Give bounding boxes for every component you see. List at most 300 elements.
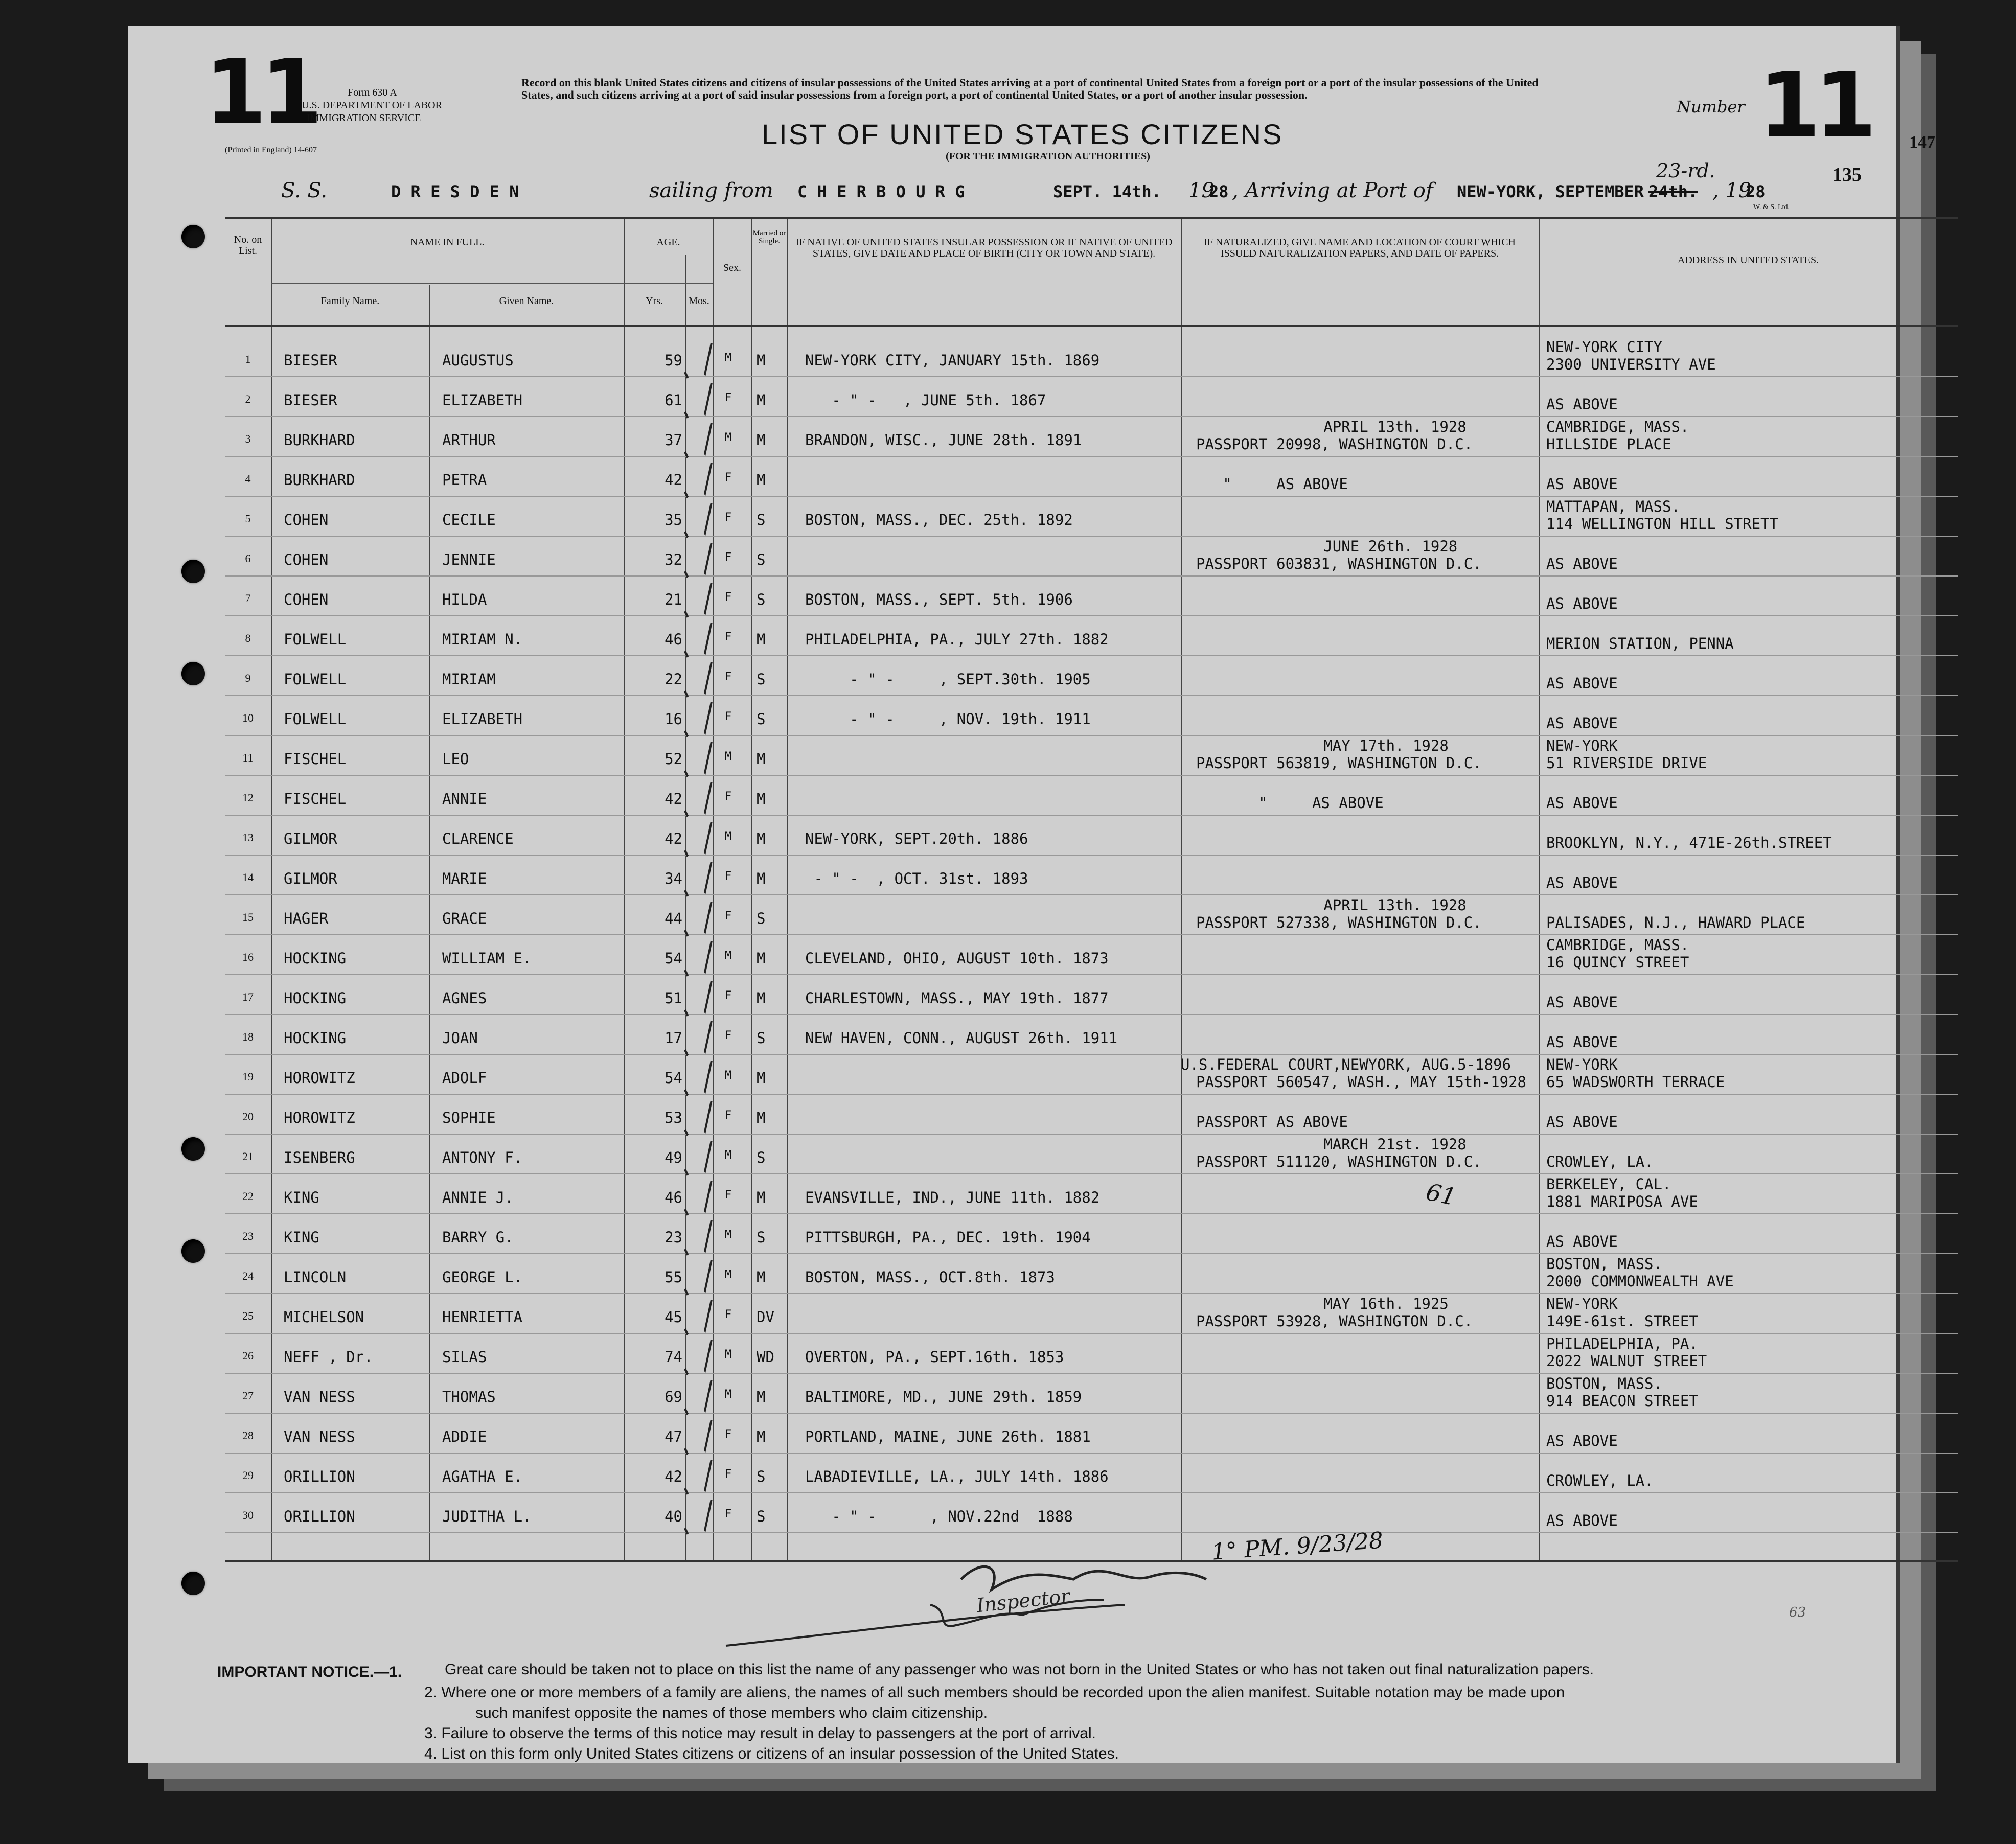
birth-info: NEW-YORK CITY, JANUARY 15th. 1869 <box>805 352 1100 369</box>
check-mark <box>684 981 713 1014</box>
sex: F <box>725 1029 732 1042</box>
address-line-2: AS ABOVE <box>1546 794 1618 812</box>
sex: M <box>725 1348 732 1361</box>
given-name: WILLIAM E. <box>442 950 532 967</box>
check-mark <box>684 623 713 655</box>
address-line-2: 914 BEACON STREET <box>1546 1392 1698 1410</box>
address-line-1: MATTAPAN, MASS. <box>1546 498 1680 515</box>
col-header-yrs: Yrs. <box>646 295 663 307</box>
naturalization-passport: PASSPORT 603831, WASHINGTON D.C. <box>1196 555 1482 572</box>
address-line-2: AS ABOVE <box>1546 675 1618 692</box>
col-header-no: No. on List. <box>234 234 262 257</box>
birth-info: LABADIEVILLE, LA., JULY 14th. 1886 <box>805 1468 1109 1485</box>
given-name: CLARENCE <box>442 830 514 847</box>
sex: M <box>725 1069 732 1082</box>
check-mark <box>684 1500 713 1532</box>
form-number: Form 630 A <box>348 87 397 98</box>
row-number: 1 <box>245 353 251 365</box>
time-stamp: 1° PM. 9/23/28 <box>1210 1527 1384 1565</box>
family-name: FOLWELL <box>284 671 347 688</box>
printer-mark: W. & S. Ltd. <box>1753 203 1790 211</box>
row-number: 2 <box>245 393 251 405</box>
ship-name: D R E S D E N <box>391 182 519 201</box>
table-row <box>225 497 1958 537</box>
check-mark <box>684 941 713 974</box>
marital-status: M <box>757 1269 766 1286</box>
birth-info: PORTLAND, MAINE, JUNE 26th. 1881 <box>805 1428 1091 1445</box>
naturalization-passport: PASSPORT 563819, WASHINGTON D.C. <box>1196 754 1482 772</box>
table-row <box>225 1294 1958 1334</box>
check-mark <box>684 1340 713 1373</box>
age-years: 37 <box>665 431 682 449</box>
address-line-2: AS ABOVE <box>1546 475 1618 493</box>
age-years: 32 <box>665 551 682 568</box>
row-number: 21 <box>242 1150 254 1163</box>
department: U.S. DEPARTMENT OF LABOR <box>302 100 442 111</box>
marital-status: S <box>757 671 766 688</box>
marital-status: M <box>757 1189 766 1206</box>
departure-year: 28 <box>1209 182 1229 201</box>
table-row <box>225 1374 1958 1414</box>
given-name: BARRY G. <box>442 1229 514 1246</box>
family-name: BURKHARD <box>284 471 355 489</box>
notice-item-2-cont: such manifest opposite the names of those members who claim citizenship. <box>475 1704 988 1721</box>
given-name: ELIZABETH <box>442 391 523 409</box>
address-line-2: AS ABOVE <box>1546 994 1618 1011</box>
table-row <box>225 1174 1958 1214</box>
address-line-2: 2000 COMMONWEALTH AVE <box>1546 1273 1734 1290</box>
marital-status: S <box>757 551 766 568</box>
table-row <box>225 1254 1958 1294</box>
family-name: FOLWELL <box>284 631 347 648</box>
marital-status: M <box>757 870 766 887</box>
family-name: FOLWELL <box>284 710 347 728</box>
number-label: Number <box>1677 97 1745 117</box>
manifest-page <box>128 26 1935 1763</box>
birth-info: - " - , SEPT.30th. 1905 <box>805 671 1091 688</box>
family-name: HOCKING <box>284 1029 347 1047</box>
sex: F <box>725 471 732 484</box>
check-mark <box>684 862 713 894</box>
check-mark <box>684 1181 713 1213</box>
year-prefix: , 19 <box>1712 179 1752 202</box>
row-number: 22 <box>242 1190 254 1203</box>
check-mark <box>684 423 713 456</box>
birth-info: - " - , OCT. 31st. 1893 <box>805 870 1028 887</box>
age-years: 42 <box>665 830 682 847</box>
sex: F <box>725 551 732 564</box>
age-years: 35 <box>665 511 682 528</box>
marital-status: M <box>757 391 766 409</box>
marital-status: M <box>757 1069 766 1087</box>
age-years: 46 <box>665 1189 682 1206</box>
age-years: 52 <box>665 750 682 768</box>
table-row <box>225 417 1958 457</box>
check-mark <box>684 822 713 855</box>
marital-status: M <box>757 989 766 1007</box>
address-line-2: AS ABOVE <box>1546 1512 1618 1529</box>
row-number: 25 <box>242 1309 254 1322</box>
given-name: JUDITHA L. <box>442 1508 532 1525</box>
marital-status: DV <box>757 1308 774 1326</box>
given-name: GEORGE L. <box>442 1269 523 1286</box>
table-row <box>225 1454 1958 1493</box>
table-row <box>225 457 1958 497</box>
col-header-birth: IF NATIVE OF UNITED STATES INSULAR POSSESSION OR IF NATIVE OF UNITED STATES, GIVE DATE AND PLACE OF BIRTH (CITY OR TOWN AND STATE). <box>795 237 1173 259</box>
col-header-sex: Sex. <box>723 262 741 273</box>
row-number: 16 <box>242 951 254 963</box>
check-mark <box>684 1460 713 1492</box>
table-row <box>225 696 1958 736</box>
age-years: 23 <box>665 1229 682 1246</box>
inspector-label: Inspector <box>975 1584 1071 1617</box>
age-years: 40 <box>665 1508 682 1525</box>
naturalization-date: APRIL 13th. 1928 <box>1181 896 1467 914</box>
row-number: 11 <box>242 751 254 764</box>
sex: F <box>725 1508 732 1520</box>
naturalization-passport: " AS ABOVE <box>1196 794 1384 812</box>
marital-status: S <box>757 1149 766 1166</box>
row-number: 24 <box>242 1270 254 1282</box>
row-number: 23 <box>242 1230 254 1242</box>
binder-hole <box>181 560 205 583</box>
address-line-2: AS ABOVE <box>1546 595 1618 612</box>
family-name: FISCHEL <box>284 750 347 768</box>
family-name: LINCOLN <box>284 1269 347 1286</box>
birth-info: PHILADELPHIA, PA., JULY 27th. 1882 <box>805 631 1109 648</box>
address-line-1: PHILADELPHIA, PA. <box>1546 1335 1698 1352</box>
address-line-2: 16 QUINCY STREET <box>1546 954 1689 971</box>
address-line-2: 2022 WALNUT STREET <box>1546 1352 1707 1370</box>
sex: M <box>725 431 732 444</box>
address-line-2: AS ABOVE <box>1546 1113 1618 1131</box>
address-line-2: AS ABOVE <box>1546 874 1618 891</box>
age-years: 34 <box>665 870 682 887</box>
check-mark <box>684 1220 713 1253</box>
naturalization-passport: PASSPORT 53928, WASHINGTON D.C. <box>1196 1312 1473 1330</box>
naturalization-date: JUNE 26th. 1928 <box>1181 538 1458 555</box>
marital-status: S <box>757 1029 766 1047</box>
marital-status: S <box>757 511 766 528</box>
given-name: ARTHUR <box>442 431 496 449</box>
address-line-2: AS ABOVE <box>1546 555 1618 572</box>
age-years: 44 <box>665 910 682 927</box>
binder-hole <box>181 1572 205 1595</box>
naturalization-passport: PASSPORT 560547, WASH., MAY 15th-1928 <box>1196 1073 1527 1091</box>
binder-hole <box>181 1137 205 1161</box>
binder-hole <box>181 225 205 248</box>
row-number: 13 <box>242 831 254 844</box>
notice-item-4: 4. List on this form only United States citizens or citizens of an insular possession of the United States. <box>424 1745 1119 1762</box>
col-header-given: Given Name. <box>499 295 554 307</box>
address-line-2: AS ABOVE <box>1546 396 1618 413</box>
family-name: HAGER <box>284 910 329 927</box>
given-name: HENRIETTA <box>442 1308 523 1326</box>
family-name: FISCHEL <box>284 790 347 808</box>
row-number: 15 <box>242 911 254 924</box>
row-number: 19 <box>242 1070 254 1083</box>
address-line-2: 51 RIVERSIDE DRIVE <box>1546 754 1707 772</box>
naturalization-date: U.S.FEDERAL COURT,NEWYORK, AUG.5-1896 <box>1181 1056 1511 1073</box>
sex: F <box>725 989 732 1002</box>
address-line-1: NEW-YORK <box>1546 737 1618 754</box>
marital-status: S <box>757 1468 766 1485</box>
given-name: GRACE <box>442 910 487 927</box>
birth-info: - " - , NOV. 19th. 1911 <box>805 710 1091 728</box>
check-mark <box>684 1061 713 1094</box>
row-number: 6 <box>245 552 251 565</box>
family-name: KING <box>284 1189 319 1206</box>
marital-status: M <box>757 352 766 369</box>
binder-hole <box>181 1239 205 1263</box>
service: IMMIGRATION SERVICE <box>307 112 421 124</box>
address-line-1: NEW-YORK <box>1546 1295 1618 1312</box>
check-mark <box>684 1260 713 1293</box>
arrival-day: 23-rd. <box>1656 159 1715 182</box>
sex: F <box>725 910 732 923</box>
age-years: 74 <box>665 1348 682 1366</box>
given-name: SILAS <box>442 1348 487 1366</box>
age-years: 46 <box>665 631 682 648</box>
family-name: ORILLION <box>284 1468 355 1485</box>
table-row <box>225 1334 1958 1374</box>
naturalization-passport: " AS ABOVE <box>1196 475 1348 493</box>
marital-status: M <box>757 431 766 449</box>
row-number: 3 <box>245 432 251 445</box>
birth-info: BOSTON, MASS., SEPT. 5th. 1906 <box>805 591 1073 608</box>
family-name: KING <box>284 1229 319 1246</box>
col-header-mos: Mos. <box>689 295 709 307</box>
record-note: Record on this blank United States citizens and citizens of insular possessions of the United States arriving at a port of continental United States from a foreign port or a port of the insular possessions of the United States, and such citizens arriving at a port of said insular possessions from a foreign port, a port of continental United States, or a port of another insular possession. <box>521 76 1539 101</box>
given-name: MARIE <box>442 870 487 887</box>
sex: M <box>725 750 732 763</box>
marital-status: M <box>757 1388 766 1405</box>
row-number: 8 <box>245 632 251 644</box>
table-row <box>225 656 1958 696</box>
family-name: COHEN <box>284 551 329 568</box>
row-number: 9 <box>245 672 251 684</box>
table-row <box>225 1015 1958 1055</box>
birth-info: PITTSBURGH, PA., DEC. 19th. 1904 <box>805 1229 1091 1246</box>
list-number-left: 11 <box>204 41 317 145</box>
table-row <box>225 577 1958 616</box>
naturalization-date: MAY 16th. 1925 <box>1181 1295 1449 1312</box>
address-line-2: 149E-61st. STREET <box>1546 1312 1698 1330</box>
given-name: ADDIE <box>442 1428 487 1445</box>
age-years: 61 <box>665 391 682 409</box>
naturalization-passport: PASSPORT AS ABOVE <box>1196 1113 1348 1131</box>
marital-status: WD <box>757 1348 774 1366</box>
given-name: MIRIAM N. <box>442 631 523 648</box>
marital-status: M <box>757 750 766 768</box>
notice-item-3: 3. Failure to observe the terms of this notice may result in delay to passengers at the port of arrival. <box>424 1725 1096 1742</box>
birth-info: EVANSVILLE, IND., JUNE 11th. 1882 <box>805 1189 1100 1206</box>
address-line-1: BOSTON, MASS. <box>1546 1375 1662 1392</box>
row-number: 14 <box>242 871 254 884</box>
arrival-port: NEW-YORK, SEPTEMBER <box>1457 182 1644 201</box>
given-name: THOMAS <box>442 1388 496 1405</box>
marital-status: S <box>757 591 766 608</box>
marital-status: M <box>757 830 766 847</box>
marital-status: S <box>757 1508 766 1525</box>
table-row <box>225 975 1958 1015</box>
address-line-2: 1881 MARIPOSA AVE <box>1546 1193 1698 1210</box>
given-name: JOAN <box>442 1029 478 1047</box>
table-row <box>225 776 1958 816</box>
age-years: 22 <box>665 671 682 688</box>
table-row <box>225 537 1958 577</box>
sex: F <box>725 671 732 683</box>
arrival-day-struck: 24th. <box>1648 182 1698 201</box>
address-line-2: 2300 UNIVERSITY AVE <box>1546 356 1716 373</box>
departure-date: SEPT. 14th. <box>1053 182 1161 201</box>
address-line-2: AS ABOVE <box>1546 1432 1618 1449</box>
address-line-2: 114 WELLINGTON HILL STRETT <box>1546 515 1778 533</box>
family-name: NEFF , Dr. <box>284 1348 373 1366</box>
address-line-2: BROOKLYN, N.Y., 471E-26th.STREET <box>1546 834 1832 851</box>
marital-status: S <box>757 710 766 728</box>
col-header-family: Family Name. <box>320 295 380 307</box>
table-row <box>225 1055 1958 1095</box>
marital-status: M <box>757 790 766 808</box>
sex: F <box>725 790 732 803</box>
age-years: 45 <box>665 1308 682 1326</box>
address-line-2: HILLSIDE PLACE <box>1546 435 1671 453</box>
check-mark <box>684 1021 713 1054</box>
row-number: 5 <box>245 512 251 525</box>
age-years: 59 <box>665 352 682 369</box>
birth-info: BOSTON, MASS., OCT.8th. 1873 <box>805 1269 1055 1286</box>
sex: F <box>725 1189 732 1202</box>
table-row <box>225 1135 1958 1174</box>
address-line-2: MERION STATION, PENNA <box>1546 635 1734 652</box>
check-mark <box>684 1380 713 1413</box>
ss-label: S. S. <box>281 179 328 202</box>
address-line-1: NEW-YORK CITY <box>1546 338 1662 356</box>
sailing-label: sailing from <box>649 179 773 202</box>
given-name: HILDA <box>442 591 487 608</box>
check-mark <box>684 742 713 775</box>
address-line-1: NEW-YORK <box>1546 1056 1618 1073</box>
marital-status: S <box>757 910 766 927</box>
marital-status: M <box>757 1109 766 1126</box>
page-stamp: 147 <box>1909 133 1935 152</box>
col-header-age: AGE. <box>656 237 680 248</box>
naturalization-date: MAY 17th. 1928 <box>1181 737 1449 754</box>
check-mark <box>684 1300 713 1333</box>
sex: M <box>725 1149 732 1162</box>
birth-info: BRANDON, WISC., JUNE 28th. 1891 <box>805 431 1082 449</box>
row-number: 29 <box>242 1469 254 1482</box>
address-line-2: CROWLEY, LA. <box>1546 1153 1654 1170</box>
sex: F <box>725 1308 732 1321</box>
age-years: 54 <box>665 1069 682 1087</box>
given-name: JENNIE <box>442 551 496 568</box>
departure-port: C H E R B O U R G <box>797 182 965 201</box>
notice-item-1: Great care should be taken not to place on this list the name of any passenger who was not born in the United States or who has not taken out final naturalization papers. <box>445 1661 1594 1678</box>
row-number: 26 <box>242 1349 254 1362</box>
family-name: BURKHARD <box>284 431 355 449</box>
printed-note: (Printed in England) 14-607 <box>225 146 317 154</box>
check-mark <box>684 543 713 575</box>
birth-info: OVERTON, PA., SEPT.16th. 1853 <box>805 1348 1064 1366</box>
table-row <box>225 895 1958 935</box>
family-name: HOCKING <box>284 989 347 1007</box>
given-name: ADOLF <box>442 1069 487 1087</box>
given-name: ANNIE J. <box>442 1189 514 1206</box>
age-years: 49 <box>665 1149 682 1166</box>
age-years: 17 <box>665 1029 682 1047</box>
birth-info: BOSTON, MASS., DEC. 25th. 1892 <box>805 511 1073 528</box>
sex: F <box>725 391 732 404</box>
naturalization-date: APRIL 13th. 1928 <box>1181 418 1467 435</box>
given-name: SOPHIE <box>442 1109 496 1126</box>
table-row <box>225 337 1958 377</box>
table-row <box>225 736 1958 776</box>
age-years: 42 <box>665 790 682 808</box>
check-mark <box>684 1420 713 1453</box>
family-name: BIESER <box>284 391 337 409</box>
family-name: VAN NESS <box>284 1428 355 1445</box>
birth-info: BALTIMORE, MD., JUNE 29th. 1859 <box>805 1388 1082 1405</box>
given-name: AUGUSTUS <box>442 352 514 369</box>
folio-number: 135 <box>1832 164 1862 186</box>
birth-info: - " - , NOV.22nd 1888 <box>805 1508 1073 1525</box>
marital-status: M <box>757 471 766 489</box>
sex: M <box>725 1269 732 1281</box>
age-years: 54 <box>665 950 682 967</box>
naturalization-passport: PASSPORT 527338, WASHINGTON D.C. <box>1196 914 1482 931</box>
family-name: GILMOR <box>284 830 337 847</box>
given-name: CECILE <box>442 511 496 528</box>
address-line-2: CROWLEY, LA. <box>1546 1472 1654 1489</box>
passenger-table <box>225 217 1958 1562</box>
row-number: 4 <box>245 472 251 485</box>
address-line-2: 65 WADSWORTH TERRACE <box>1546 1073 1725 1091</box>
check-mark <box>684 1141 713 1173</box>
marital-status: M <box>757 950 766 967</box>
row-number: 7 <box>245 592 251 605</box>
given-name: MIRIAM <box>442 671 496 688</box>
family-name: MICHELSON <box>284 1308 364 1326</box>
age-years: 42 <box>665 1468 682 1485</box>
check-mark <box>684 662 713 695</box>
family-name: HOCKING <box>284 950 347 967</box>
sex: F <box>725 1428 732 1441</box>
address-line-2: AS ABOVE <box>1546 714 1618 732</box>
table-row <box>225 856 1958 895</box>
address-line-2: AS ABOVE <box>1546 1233 1618 1250</box>
address-line-1: BOSTON, MASS. <box>1546 1255 1662 1273</box>
family-name: ORILLION <box>284 1508 355 1525</box>
check-mark <box>684 463 713 496</box>
sex: F <box>725 1468 732 1481</box>
birth-info: - " - , JUNE 5th. 1867 <box>805 391 1046 409</box>
table-row <box>225 935 1958 975</box>
sex: M <box>725 950 732 962</box>
sex: M <box>725 830 732 843</box>
table-row <box>225 816 1958 856</box>
naturalization-passport: PASSPORT 20998, WASHINGTON D.C. <box>1196 435 1473 453</box>
given-name: ANTONY F. <box>442 1149 523 1166</box>
family-name: ISENBERG <box>284 1149 355 1166</box>
age-years: 42 <box>665 471 682 489</box>
row-number: 28 <box>242 1429 254 1442</box>
table-row <box>225 616 1958 656</box>
birth-info: CHARLESTOWN, MASS., MAY 19th. 1877 <box>805 989 1109 1007</box>
check-mark <box>684 383 713 416</box>
sex: F <box>725 710 732 723</box>
